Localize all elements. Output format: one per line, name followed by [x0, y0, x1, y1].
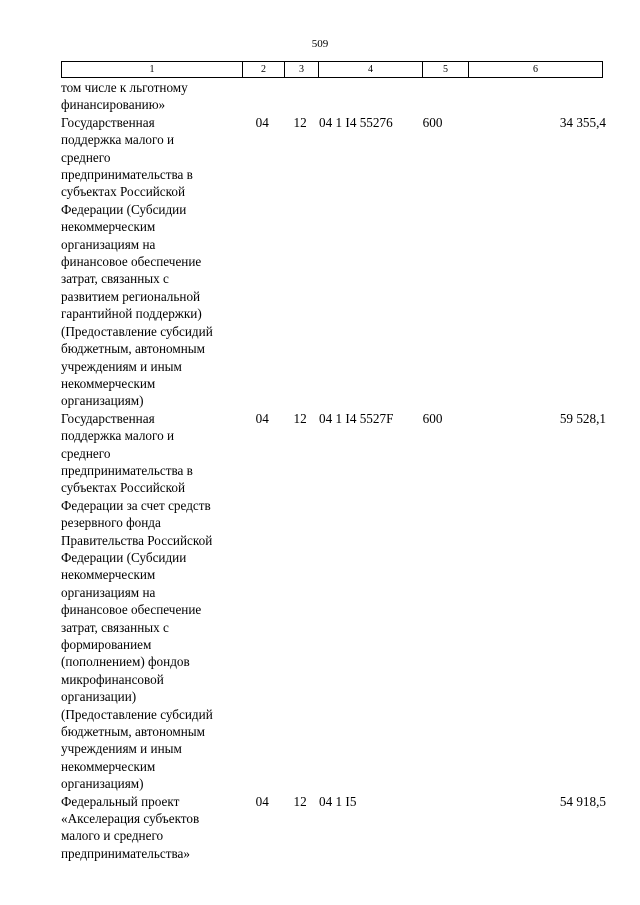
column-header-4: 4 — [319, 62, 423, 78]
row-description — [61, 79, 241, 114]
row-description-line: Правительства Российской — [61, 532, 213, 548]
row-description-line: предпринимательства» — [61, 845, 190, 861]
row-description-line: развитием региональной — [61, 288, 201, 304]
row-subsection-code: 12 — [293, 410, 307, 426]
row-section-code: 04 — [255, 793, 269, 809]
row-description-line: Федерации за счет средств — [61, 497, 211, 513]
row-description — [61, 410, 241, 793]
row-description-line: организации) — [61, 689, 137, 705]
row-description-line: Государственная — [61, 410, 155, 426]
row-description-line: затрат, связанных с — [61, 271, 169, 287]
table-row — [61, 114, 606, 410]
row-description-line: учреждениям и иным — [61, 741, 182, 757]
row-expense-type: 600 — [422, 114, 443, 130]
row-description-line: малого и среднего — [61, 828, 164, 844]
row-description — [61, 793, 241, 863]
row-description-line: Государственная — [61, 114, 155, 130]
row-section-code: 04 — [255, 410, 269, 426]
column-header-3: 3 — [285, 62, 319, 78]
column-header-table — [61, 61, 603, 78]
row-description-line: организациям на — [61, 236, 156, 252]
row-target-article: 04 1 I4 55276 — [319, 114, 393, 130]
row-description-line: учреждениям и иным — [61, 358, 182, 374]
row-description-line: «Акселерация субъектов — [61, 811, 200, 827]
column-header-5: 5 — [423, 62, 469, 78]
row-description-line: поддержка малого и — [61, 428, 175, 444]
page-number: 509 — [311, 38, 329, 50]
row-description-line: гарантийной поддержки) — [61, 306, 202, 322]
row-description-line: субъектах Российской — [61, 480, 186, 496]
row-amount: 54 918,5 — [559, 793, 606, 809]
row-section-code: 04 — [255, 114, 269, 130]
row-description-line: организациям на — [61, 584, 156, 600]
column-header-1: 1 — [62, 62, 243, 78]
row-description-line: (Предоставление субсидий — [61, 706, 213, 722]
row-description-line: субъектах Российской — [61, 184, 186, 200]
row-description-line: поддержка малого и — [61, 132, 175, 148]
row-description-line: финансовое обеспечение — [61, 254, 202, 270]
row-description-line: среднего — [61, 445, 111, 461]
row-description-line: финансовое обеспечение — [61, 602, 202, 618]
row-description-line: (пополнением) фондов — [61, 654, 190, 670]
row-description-line: микрофинансовой — [61, 671, 164, 687]
budget-table-body — [61, 79, 606, 862]
row-description-line: бюджетным, автономным — [61, 724, 205, 740]
row-description-line: финансированию» — [61, 97, 166, 113]
column-header-row — [62, 62, 603, 78]
row-description-line: организациям) — [61, 776, 144, 792]
column-header-2: 2 — [243, 62, 285, 78]
row-subsection-code: 12 — [293, 114, 307, 130]
table-row — [61, 793, 606, 863]
row-description-line: среднего — [61, 149, 111, 165]
row-description-line: организациям) — [61, 393, 144, 409]
row-description-line: предпринимательства в — [61, 462, 193, 478]
row-description — [61, 114, 241, 410]
row-description-line: предпринимательства в — [61, 167, 193, 183]
row-description-line: Федерации (Субсидии — [61, 549, 187, 565]
row-description-line: бюджетным, автономным — [61, 341, 205, 357]
row-description-line: некоммерческим — [61, 219, 156, 235]
row-description-line: некоммерческим — [61, 375, 156, 391]
column-header-6: 6 — [469, 62, 603, 78]
row-description-line: Федеральный проект — [61, 793, 180, 809]
row-subsection-code: 12 — [293, 793, 307, 809]
row-target-article: 04 1 I4 5527F — [319, 410, 394, 426]
row-description-line: некоммерческим — [61, 758, 156, 774]
row-amount: 59 528,1 — [559, 410, 606, 426]
row-description-line: том числе к льготному — [61, 80, 188, 95]
table-row — [61, 410, 606, 793]
row-description-line: формированием — [61, 637, 152, 652]
row-description-line: (Предоставление субсидий — [61, 323, 213, 339]
row-description-line: некоммерческим — [61, 567, 156, 583]
row-target-article: 04 1 I5 — [319, 793, 357, 809]
row-expense-type: 600 — [422, 410, 443, 426]
row-description-line: Федерации (Субсидии — [61, 201, 187, 217]
row-amount: 34 355,4 — [559, 114, 606, 130]
row-description-line: затрат, связанных с — [61, 619, 169, 635]
row-description-line: резервного фонда — [61, 515, 161, 531]
table-row — [61, 79, 606, 114]
